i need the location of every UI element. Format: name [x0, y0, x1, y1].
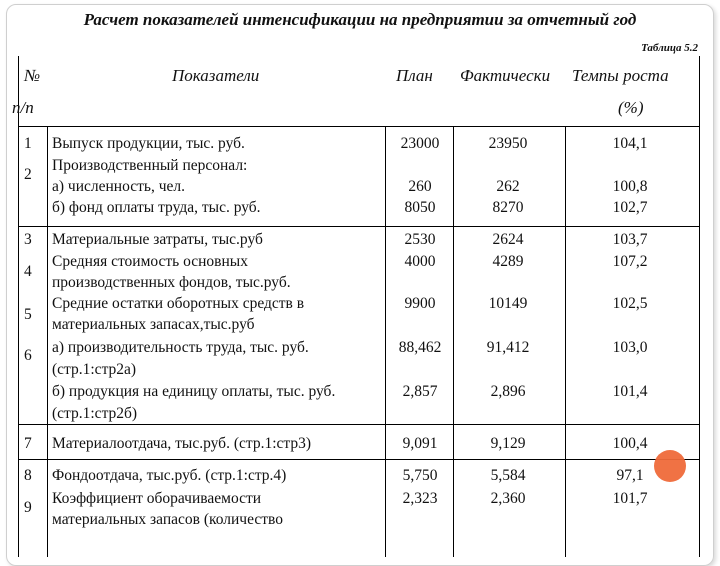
row-label: Средние остатки оборотных средств в [52, 295, 305, 312]
growth-value: 101,4 [612, 383, 648, 400]
plan-value: 2,323 [402, 490, 438, 507]
column-divider [565, 127, 566, 557]
growth-value: 102,7 [612, 199, 648, 216]
row-label: Выпуск продукции, тыс. руб. [52, 135, 245, 152]
row-label: материальных запасах,тыс.руб [52, 316, 255, 333]
header-num: № [24, 66, 41, 85]
actual-value: 5,584 [490, 467, 526, 484]
row-label: Материалоотдача, тыс.руб. (стр.1:стр3) [52, 435, 312, 452]
actual-value: 2,360 [490, 490, 526, 507]
actual-value: 4289 [492, 253, 524, 270]
growth-value: 104,1 [612, 135, 648, 152]
growth-value: 107,2 [612, 253, 648, 270]
growth-value: 97,1 [616, 467, 644, 484]
header-num-pp: п/п [12, 98, 34, 117]
row-number: 3 [24, 231, 32, 248]
row-label: Фондоотдача, тыс.руб. (стр.1:стр.4) [52, 467, 287, 484]
actual-value: 23950 [488, 135, 528, 152]
row-label: а) производительность труда, тыс. руб. [52, 339, 309, 356]
decorative-circle [654, 450, 686, 482]
row-label: производственных фондов, тыс.руб. [52, 274, 291, 291]
row-divider [19, 424, 699, 425]
row-label: (стр.1:стр2а) [52, 361, 137, 378]
row-divider [19, 226, 699, 227]
row-number: 8 [24, 467, 32, 484]
row-label: Материальные затраты, тыс.руб [52, 231, 263, 248]
growth-value: 102,5 [612, 295, 648, 312]
plan-value: 88,462 [398, 339, 442, 356]
growth-value: 100,8 [612, 178, 648, 195]
plan-value: 8050 [404, 199, 436, 216]
actual-value: 2624 [492, 231, 524, 248]
header-actual: Фактически [460, 66, 551, 85]
header-plan: План [396, 66, 433, 85]
row-number: 9 [24, 499, 32, 516]
growth-value: 100,4 [612, 435, 648, 452]
row-number: 1 [24, 135, 32, 152]
header-growth-unit: (%) [618, 98, 644, 117]
row-label: б) фонд оплаты труда, тыс. руб. [52, 199, 261, 216]
row-label: б) продукция на единицу оплаты, тыс. руб. [52, 383, 336, 400]
row-label: (стр.1:стр2б) [52, 405, 138, 422]
row-divider [19, 459, 699, 460]
table-label: Таблица 5.2 [641, 42, 698, 54]
growth-value: 103,0 [612, 339, 648, 356]
row-number: 4 [24, 263, 32, 280]
plan-value: 9,091 [402, 435, 438, 452]
row-number: 5 [24, 306, 32, 323]
actual-value: 91,412 [486, 339, 530, 356]
row-number: 6 [24, 347, 32, 364]
column-divider [47, 127, 48, 557]
growth-value: 101,7 [612, 490, 648, 507]
plan-value: 260 [408, 178, 432, 195]
row-label: Коэффициент оборачиваемости [52, 490, 262, 507]
row-label: а) численность, чел. [52, 178, 185, 195]
plan-value: 9900 [404, 295, 436, 312]
row-number: 7 [24, 435, 32, 452]
header-growth: Темпы роста [572, 66, 669, 85]
growth-value: 103,7 [612, 231, 648, 248]
plan-value: 2530 [404, 231, 436, 248]
actual-value: 2,896 [490, 383, 526, 400]
row-label: материальных запасов (количество [52, 511, 283, 528]
plan-value: 4000 [404, 253, 436, 270]
header-indicators: Показатели [172, 66, 260, 85]
row-label: Производственный персонал: [52, 157, 248, 174]
row-label: Средняя стоимость основных [52, 253, 248, 270]
plan-value: 23000 [400, 135, 440, 152]
plan-value: 5,750 [402, 467, 438, 484]
actual-value: 10149 [488, 295, 528, 312]
plan-value: 2,857 [402, 383, 438, 400]
row-number: 2 [24, 166, 32, 183]
actual-value: 262 [496, 178, 520, 195]
page-title: Расчет показателей интенсификации на предприятии за отчетный год [83, 10, 637, 29]
actual-value: 8270 [492, 199, 524, 216]
actual-value: 9,129 [490, 435, 526, 452]
